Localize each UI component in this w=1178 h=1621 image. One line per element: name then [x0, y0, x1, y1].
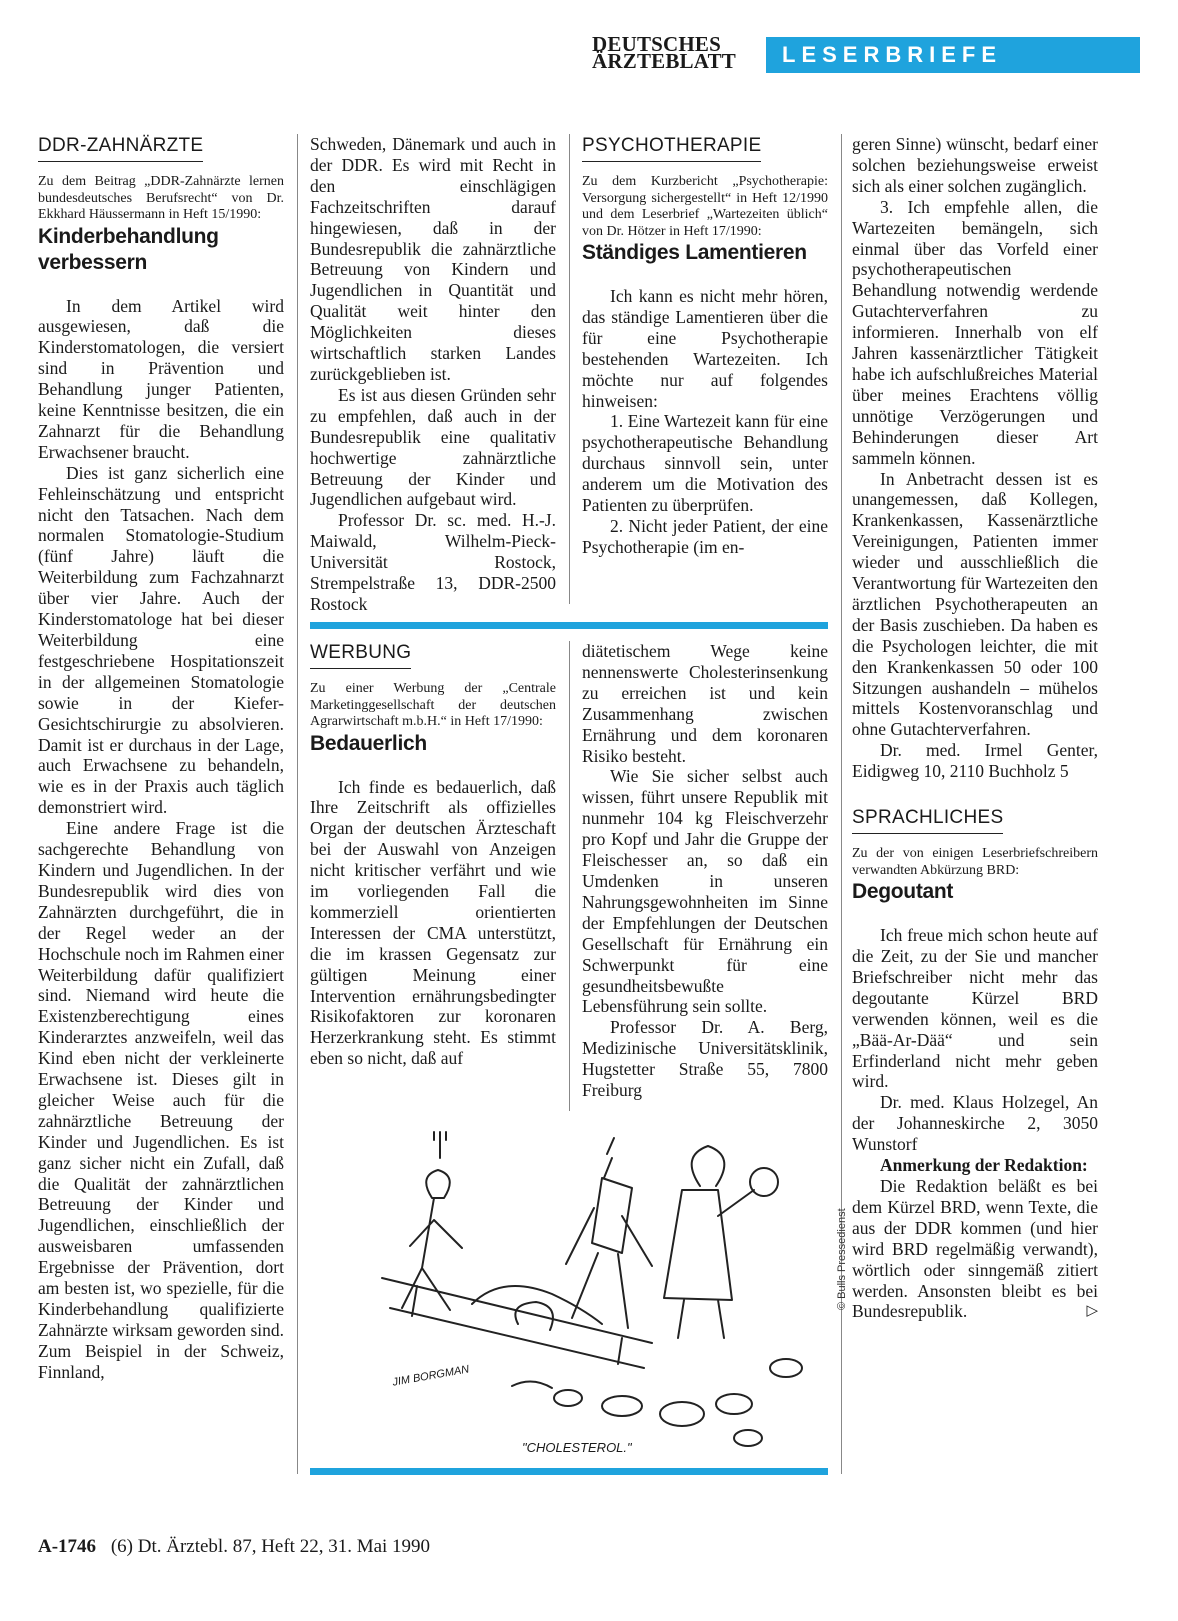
paragraph: 2. Nicht jeder Patient, der eine Psychotherapie (im en- [582, 515, 828, 557]
signature: Professor Dr. sc. med. H.-J. Maiwald, Wilhelm-Pieck-Universität Rostock, Strempelstraße 13, DDR-2500 Rostock [310, 510, 556, 614]
fork-bearer-icon [402, 1132, 462, 1310]
paragraph: Dies ist ganz sicherlich eine Fehleinschätzung und entspricht nicht den Tatsachen. Nach dem normalen Stomatologie-Studium (fünf Jahre) läuft die Weiterbildung zum Fachzahnarzt über vier Jahre. Auch der Kinderstomatologe hat bei dieser Weiterbildung eine festgeschriebene Hospitationszeit in der allgemeinen Stomatologie sowie in der Kiefer-Gesichtschirurgie zu absolvieren. Damit ist er durchaus in der Lage, auch Erwachsene zu behandeln, wie es in der Praxis auch täglich demonstriert wird. [38, 462, 284, 818]
paragraph: Schweden, Dänemark und auch in der DDR. Es wird mit Recht in den einschlägigen Fachzeitschriften darauf hingewiesen, daß in der Bundesrepublik die zahnärztliche Betreuung von Kindern und Jugendlichen in Quantität und Qualität weit hinter den Möglichkeiten dieses wirtschaftlich starken Landes zurückgeblieben ist. [310, 134, 556, 384]
logo-line-2: ÄRZTEBLATT [592, 49, 736, 73]
box-top-rule [310, 622, 828, 629]
paragraph: In Anbetracht dessen ist es unangemessen, daß Kollegen, Krankenkassen, Kassenärztliche Vereinigungen, Patienten immer wieder und ausschließlich die Verantwortung für Wartezeiten den ärztlichen Psychotherapeuten an der Basis zuschieben. Da haben es die Psychologen leichter, die mit den Krankenkassen 50 oder 100 Sitzungen aushandeln – mühelos mittels Kostenvoranschlag und ohne Gutachterverfahren. [852, 468, 1098, 740]
letter-column-right [852, 134, 1098, 1322]
paragraph: Eine andere Frage ist die sachgerechte Behandlung von Kindern und Jugendlichen. In der Bundesrepublik wird dies von Zahnärzten durchgeführt, die in der Regel weder an der Hochschule noch im Rahmen einer Weiterbildung dafür qualifiziert sind. Niemand wird heute die Existenzberechtigung eines Kinderarztes anzweifeln, weil das Kind eben nicht der verkleinerte Erwachsene ist. Dieses gilt in gleicher Weise auch für die zahnärztliche Betreuung der Kinder und Jugendlichen. Es ist ganz sicher nicht ein Zufall, daß die Qualität der zahnärztlichen Betreuung der Kinder und Jugendlichen, einschließlich der ausweisbaren umfassenden Ergebnisse der Prävention, dort am besten ist, wo spezielle, für die Kinderbehandlung qualifizierte Zahnärzte wirksam geworden sind. Zum Beispiel in der Schweiz, Finnland, [38, 818, 284, 1382]
continue-arrow-icon: ▷ [1086, 1303, 1098, 1320]
paragraph: Ich finde es bedauerlich, daß Ihre Zeitschrift als offizielles Organ der deutschen Ärzteschaft bei der Auswahl von Anzeigen nicht kritischer verfährt und wie im vorliegenden Fall die kommerziell orientierten Interessen der CMA unterstützt, die im krassen Gegensatz zur gültigen Meinung einer Intervention ernährungsbedingter Risikofaktoren zur koronaren Herzerkrankung steht. Es stimmt eben so nicht, daß auf [310, 776, 556, 1069]
signature: Professor Dr. A. Berg, Medizinische Universitätsklinik, Hugstetter Straße 55, 7800 Freiburg [582, 1017, 828, 1101]
paragraph: geren Sinne) wünscht, bedarf einer solchen beziehungsweise erweist sich als einer solchen zugänglich. [852, 134, 1098, 196]
headline-kinderbehandlung: Kinderbehandlung verbessern [38, 224, 219, 274]
cartoon-signature: JIM BORGMAN [391, 1363, 471, 1389]
headline-lamentieren: Ständiges Lamentieren [582, 241, 807, 264]
logo-line-1: DEUTSCHES [592, 32, 722, 56]
doctor-icon [664, 1146, 754, 1338]
paragraph: Es ist aus diesen Gründen sehr zu empfehlen, daß auch in der Bundesrepublik eine qualitativ hochwertige zahnärztliche Betreuung der Kinder und Jugendlichen aufgebaut wird. [310, 384, 556, 510]
letter-ddr-zahnaerzte [38, 134, 284, 1383]
cartoon-credit: © Bulls Pressedienst [836, 1208, 848, 1310]
knife-bearer-icon [566, 1138, 652, 1328]
letter-werbung [310, 641, 556, 1069]
signature: Dr. med. Klaus Holzegel, An der Johanneskirche 2, 3050 Wunstorf [852, 1092, 1098, 1155]
page-number: A-1746 [38, 1536, 97, 1557]
editor-note-text: Die Redaktion beläßt es bei dem Kürzel BRD, wenn Texte, die aus der DDR kommen (und hier wird BRD regelmäßig verwandt), wörtlich oder sinngemäß zitiert werden. Ansonsten bleibt es bei Bundesrepublik. [852, 1175, 1098, 1322]
paragraph: Ich freue mich schon heute auf die Zeit, zu der Sie und mancher Briefschreiber nicht mehr das degoutante Kürzel BRD verwenden können, weil es die „Bää-Ar-Dää“ und sein Erfinderland nicht mehr geben wird. [852, 925, 1098, 1092]
column-divider [569, 134, 570, 604]
signature: Dr. med. Irmel Genter, Eidigweg 10, 2110 Buchholz 5 [852, 740, 1098, 782]
headline-bedauerlich: Bedauerlich [310, 731, 427, 755]
paragraph: diätetischem Wege keine nennenswerte Cholesterinsenkung zu erreichen ist und kein Zusammenhang zwischen Ernährung und dem koronaren Risiko besteht. [582, 641, 828, 766]
letter-psychotherapie [582, 134, 828, 558]
editor-note [852, 1176, 1098, 1322]
reference-note: Zu dem Kurzbericht „Psychotherapie: Versorgung sichergestellt“ in Heft 12/1990 und dem Leserbrief „Wartezeiten üblich“ von Dr. Hötzer in Heft 17/1990: [582, 174, 828, 239]
paragraph: Wie Sie sicher selbst auch wissen, führt unsere Republik mit nunmehr 104 kg Fleischverzehr pro Kopf und Jahr die Gruppe der Fleischesser an, so daß ein Umdenken in unseren Nahrungsgewohnheiten im Sinne der Empfehlungen der Deutschen Gesellschaft für Ernährung ein Schwerpunkt für eine gesundheitsbewußte Lebensführung sein sollte. [582, 766, 828, 1017]
editor-note-label: Anmerkung der Redaktion: [880, 1155, 1088, 1176]
reference-note: Zu einer Werbung der „Centrale Marketinggesellschaft der deutschen Agrarwirtschaft m.b.H.“ in Heft 17/1990: [310, 681, 556, 729]
column-divider [569, 641, 570, 1111]
reference-note: Zu dem Beitrag „DDR-Zahnärzte lernen bundesdeutsches Berufsrecht“ von Dr. Ekkhard Häussermann in Heft 15/1990: [38, 174, 284, 222]
paragraph: 3. Ich empfehle allen, die Wartezeiten bemängeln, sich einmal über das Vorfeld einer psychotherapeutischen Behandlung notwendig werdende Gutachterverfahren zu informieren. Innerhalb von elf Jahren kassenärztlicher Tätigkeit habe ich aufschlußreiches Material über meines Erachtens völlig unnötige Verzögerungen und Behinderungen dieser Art sammeln können. [852, 196, 1098, 468]
letter-werbung-continued [582, 641, 828, 1101]
letter-ddr-zahnaerzte-continued [310, 134, 556, 615]
kicker-werbung: WERBUNG [310, 641, 411, 669]
headline-degoutant: Degoutant [852, 880, 954, 904]
paragraph: In dem Artikel wird ausgewiesen, daß die Kinderstomatologen, die versiert sind in Prävention und Behandlung junger Patienten, keine Kenntnisse besitzen, die ein Zahnarzt für die Behandlung Erwachsener braucht. [38, 295, 284, 462]
cartoon-caption: "CHOLESTEROL." [522, 1440, 632, 1455]
column-divider [297, 134, 298, 1474]
paragraph: 1. Eine Wartezeit kann für eine psychotherapeutische Behandlung durchaus sinnvoll sein, unter anderem um die Motivation des Patienten zu überprüfen. [582, 411, 828, 516]
box-bottom-rule [310, 1468, 828, 1475]
reference-note: Zu der von einigen Leserbriefschreibern verwandten Abkürzung BRD: [852, 846, 1098, 878]
kicker-psychotherapie: PSYCHOTHERAPIE [582, 134, 761, 162]
journal-logo [592, 32, 752, 73]
cholesterol-cartoon [322, 1128, 840, 1464]
citation: (6) Dt. Ärztebl. 87, Heft 22, 31. Mai 1990 [110, 1536, 431, 1557]
kicker-ddr-zahnaerzte: DDR-ZAHNÄRZTE [38, 134, 203, 162]
paragraph: Ich kann es nicht mehr hören, das ständige Lamentieren über die für eine Psychotherapie bestehenden Wartezeiten. Ich möchte nur auf folgendes hinweisen: [582, 286, 828, 411]
page-footer [38, 1536, 430, 1558]
section-banner: LESERBRIEFE [766, 37, 1140, 73]
kicker-sprachliches: SPRACHLICHES [852, 806, 1003, 834]
